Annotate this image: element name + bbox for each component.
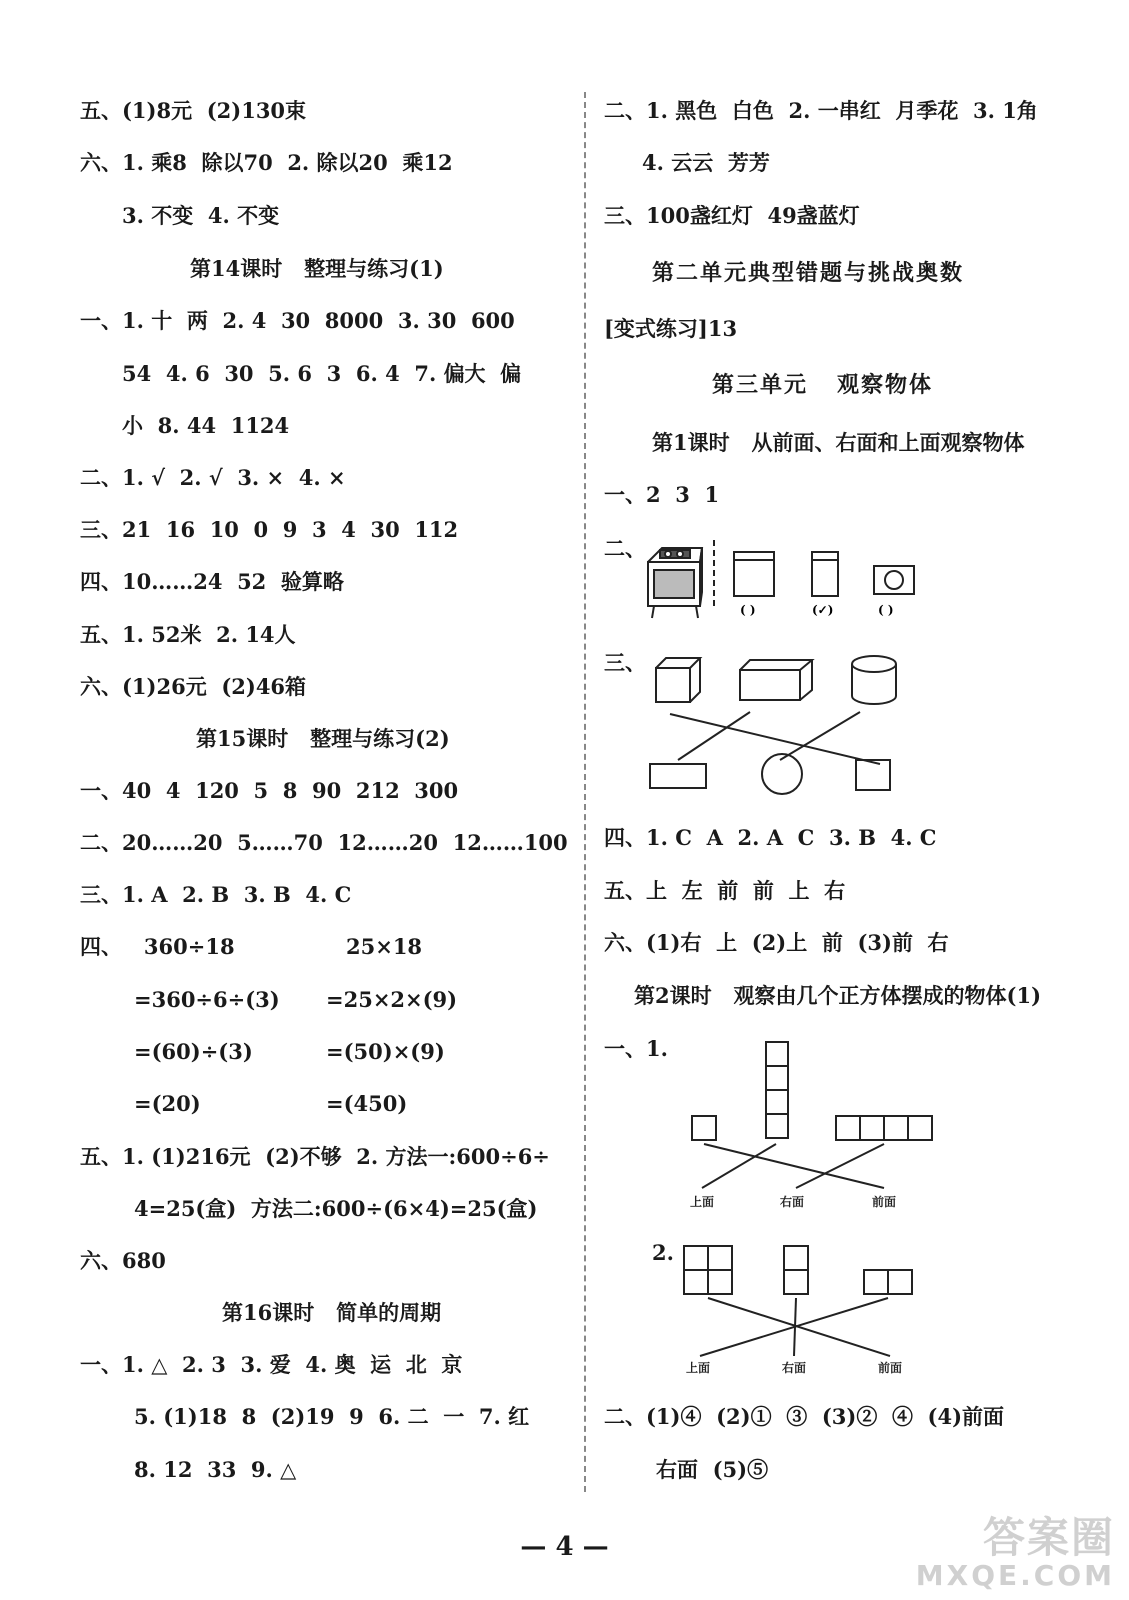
answer-line: 一、1. △ 2. 3 3. 爱 4. 奥 运 北 京 [80, 1352, 463, 1377]
mark-3: ( ) [878, 603, 894, 617]
section-heading: 第16课时 简单的周期 [222, 1300, 442, 1325]
answer-line: =(450) [326, 1091, 408, 1116]
answer-line: 三、1. A 2. B 3. B 4. C [80, 882, 352, 907]
answer-line: 六、(1)右 上 (2)上 前 (3)前 右 [604, 930, 949, 955]
answer-line: 二、(1)④ (2)① ③ (3)② ④ (4)前面 [604, 1404, 1005, 1429]
label-right-1: 右面 [780, 1195, 805, 1209]
section-heading: 第15课时 整理与练习(2) [196, 726, 450, 751]
answer-line: 二、20……20 5……70 12……20 12……100 [80, 830, 568, 855]
mark-2: (✓) [812, 603, 834, 617]
watermark-title: 答案圈 [982, 1513, 1115, 1562]
answer-line: 8. 12 33 9. △ [134, 1457, 297, 1482]
label-front-2: 前面 [878, 1361, 903, 1375]
answer-line: 六、(1)26元 (2)46箱 [80, 674, 307, 699]
section-heading: 第2课时 观察由几个正方体摆成的物体(1) [634, 983, 1042, 1008]
answer-line: =360÷6÷(3) [134, 987, 280, 1012]
circle-shape [762, 754, 802, 794]
answer-line: 右面 (5)⑤ [656, 1457, 769, 1482]
answer-line: 一、1. 十 两 2. 4 30 8000 3. 30 600 [80, 308, 515, 333]
answer-line: 4=25(盒) 方法二:600÷(6×4)=25(盒) [134, 1196, 538, 1221]
page-number: — 4 — [520, 1532, 609, 1562]
answer-line: 小 8. 44 1124 [122, 413, 290, 438]
figure-cubes-2 [684, 1244, 934, 1376]
section-heading: 第14课时 整理与练习(1) [190, 256, 444, 281]
answer-line: 二、1. 黑色 白色 2. 一串红 月季花 3. 1角 [604, 98, 1038, 123]
answer-line: 四、10……24 52 验算略 [80, 569, 344, 594]
label-top-2: 上面 [686, 1361, 711, 1375]
answer-line: 25×18 [346, 934, 423, 959]
answer-line: 二、1. √ 2. √ 3. × 4. × [80, 465, 346, 490]
figure-cubes-1 [688, 1040, 938, 1210]
watermark-url: MXQE.COM [915, 1559, 1115, 1592]
answer-line: 一、1. [604, 1036, 668, 1061]
answer-line: 5. (1)18 8 (2)19 9 6. 二 一 7. 红 [134, 1404, 530, 1429]
answer-line: =(50)×(9) [326, 1039, 445, 1064]
label-top-1: 上面 [690, 1195, 715, 1209]
answer-line: 三、21 16 10 0 9 3 4 30 112 [80, 517, 459, 542]
answer-line: [变式练习]13 [604, 316, 738, 341]
answer-line: 一、40 4 120 5 8 90 212 300 [80, 778, 459, 803]
figure-views-machine [640, 540, 930, 620]
answer-line: 3. 不变 4. 不变 [122, 203, 280, 228]
answer-line: 五、1. 52米 2. 14人 [80, 622, 296, 647]
view-2 [812, 552, 838, 596]
section-heading: 第1课时 从前面、右面和上面观察物体 [652, 430, 1025, 455]
rect-shape [650, 764, 706, 788]
answer-line: 六、680 [80, 1248, 166, 1273]
section-heading: 第二单元典型错题与挑战奥数 [652, 260, 965, 286]
answer-line: 三、100盏红灯 49盏蓝灯 [604, 203, 860, 228]
section-heading: 第三单元 观察物体 [712, 372, 933, 398]
view-1 [734, 552, 774, 596]
label-front-1: 前面 [872, 1195, 897, 1209]
answer-line: 五、(1)8元 (2)130束 [80, 98, 307, 123]
answer-line: 4. 云云 芳芳 [642, 150, 770, 175]
answer-line: 四、 360÷18 [80, 934, 235, 959]
answer-line: =(60)÷(3) [134, 1039, 253, 1064]
answer-line: 二、 [604, 536, 646, 561]
watermark [916, 1505, 1115, 1592]
label-right-2: 右面 [782, 1361, 807, 1375]
cylinder-solid [852, 656, 896, 704]
answer-line: 54 4. 6 30 5. 6 3 6. 4 7. 偏大 偏 [122, 361, 522, 386]
answer-line: 2. [652, 1240, 674, 1265]
answer-line: 四、1. C A 2. A C 3. B 4. C [604, 825, 937, 850]
answer-line: =(20) [134, 1091, 201, 1116]
answer-line: 三、 [604, 650, 646, 675]
answer-line: =25×2×(9) [326, 987, 458, 1012]
cuboid-solid [740, 660, 812, 700]
answer-line: 六、1. 乘8 除以70 2. 除以20 乘12 [80, 150, 453, 175]
answer-line: 五、1. (1)216元 (2)不够 2. 方法一:600÷6÷ [80, 1144, 550, 1169]
column-divider [584, 92, 586, 1492]
cube-solid [656, 658, 700, 702]
answer-line: 一、2 3 1 [604, 482, 720, 507]
answer-line: 五、上 左 前 前 上 右 [604, 878, 846, 903]
mark-1: ( ) [740, 603, 756, 617]
square-shape [856, 760, 890, 790]
figure-solids-match [650, 652, 900, 802]
machine-illustration [648, 548, 702, 618]
